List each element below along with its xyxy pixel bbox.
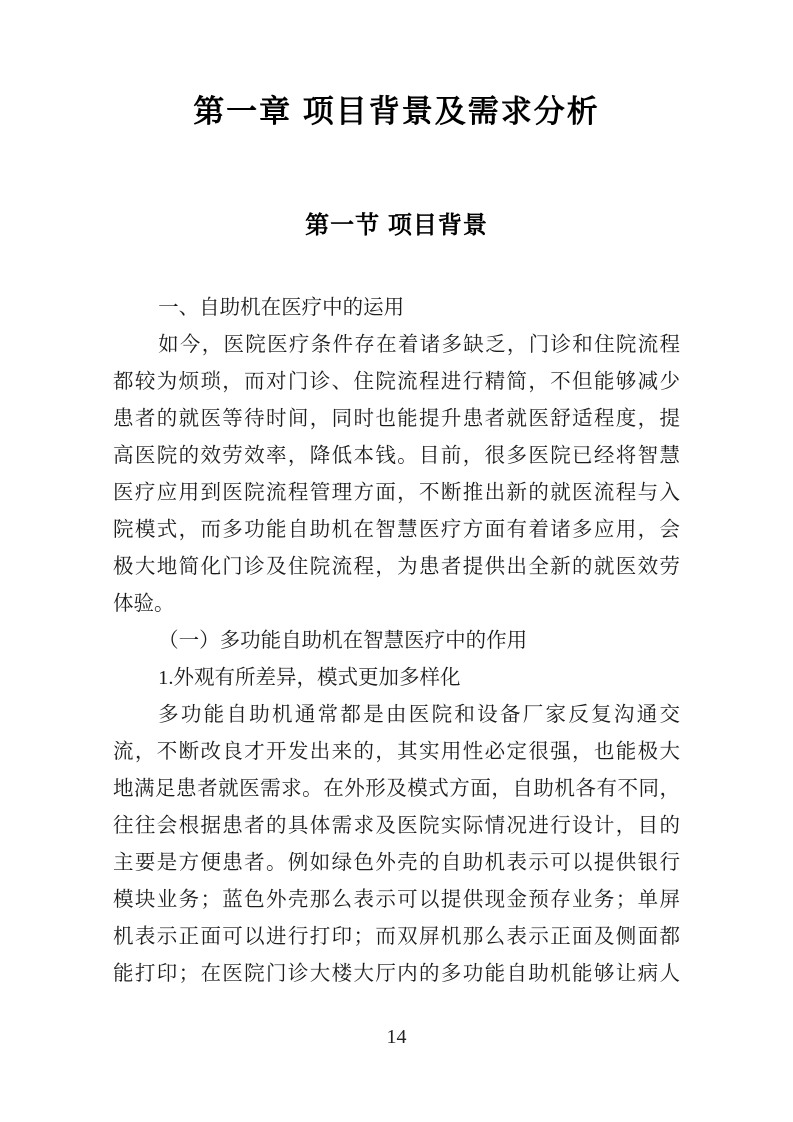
- body-line: 机表示正面可以进行打印；而双屏机那么表示正面及侧面都: [113, 926, 680, 948]
- body-line: 极大地简化门诊及住院流程，为患者提供出全新的就医效劳: [113, 556, 680, 578]
- body-line: 高医院的效劳效率，降低本钱。目前，很多医院已经将智慧: [113, 445, 680, 467]
- body-line: 主要是方便患者。例如绿色外壳的自助机表示可以提供银行: [113, 852, 680, 874]
- body-line: 如今，医院医疗条件存在着诸多缺乏，门诊和住院流程: [158, 334, 680, 356]
- body-line: （一）多功能自助机在智慧医疗中的作用: [158, 630, 528, 652]
- page-number: 14: [386, 1026, 407, 1048]
- body-line: 院模式，而多功能自助机在智慧医疗方面有着诸多应用，会: [113, 519, 680, 541]
- body-line: 患者的就医等待时间，同时也能提升患者就医舒适程度，提: [113, 408, 680, 430]
- body-line: 一、自助机在医疗中的运用: [158, 297, 405, 319]
- body-line: 体验。: [113, 593, 175, 615]
- body-line: 医疗应用到医院流程管理方面，不断推出新的就医流程与入: [113, 482, 680, 504]
- body-line: 多功能自助机通常都是由医院和设备厂家反复沟通交: [158, 704, 680, 726]
- body-line: 地满足患者就医需求。在外形及模式方面，自助机各有不同，: [113, 778, 680, 800]
- body-line: 1.外观有所差异，模式更加多样化: [158, 667, 461, 689]
- body-text: [113, 290, 680, 993]
- body-line: 往往会根据患者的具体需求及医院实际情况进行设计，目的: [113, 815, 680, 837]
- body-line: 模块业务；蓝色外壳那么表示可以提供现金预存业务；单屏: [113, 889, 680, 911]
- body-line: 都较为烦琐，而对门诊、住院流程进行精简，不但能够减少: [113, 371, 680, 393]
- body-line: 能打印；在医院门诊大楼大厅内的多功能自助机能够让病人: [113, 963, 680, 985]
- chapter-title: 第一章 项目背景及需求分析: [193, 94, 600, 129]
- section-title: 第一节 项目背景: [305, 212, 488, 239]
- body-line: 流，不断改良才开发出来的，其实用性必定很强，也能极大: [113, 741, 680, 763]
